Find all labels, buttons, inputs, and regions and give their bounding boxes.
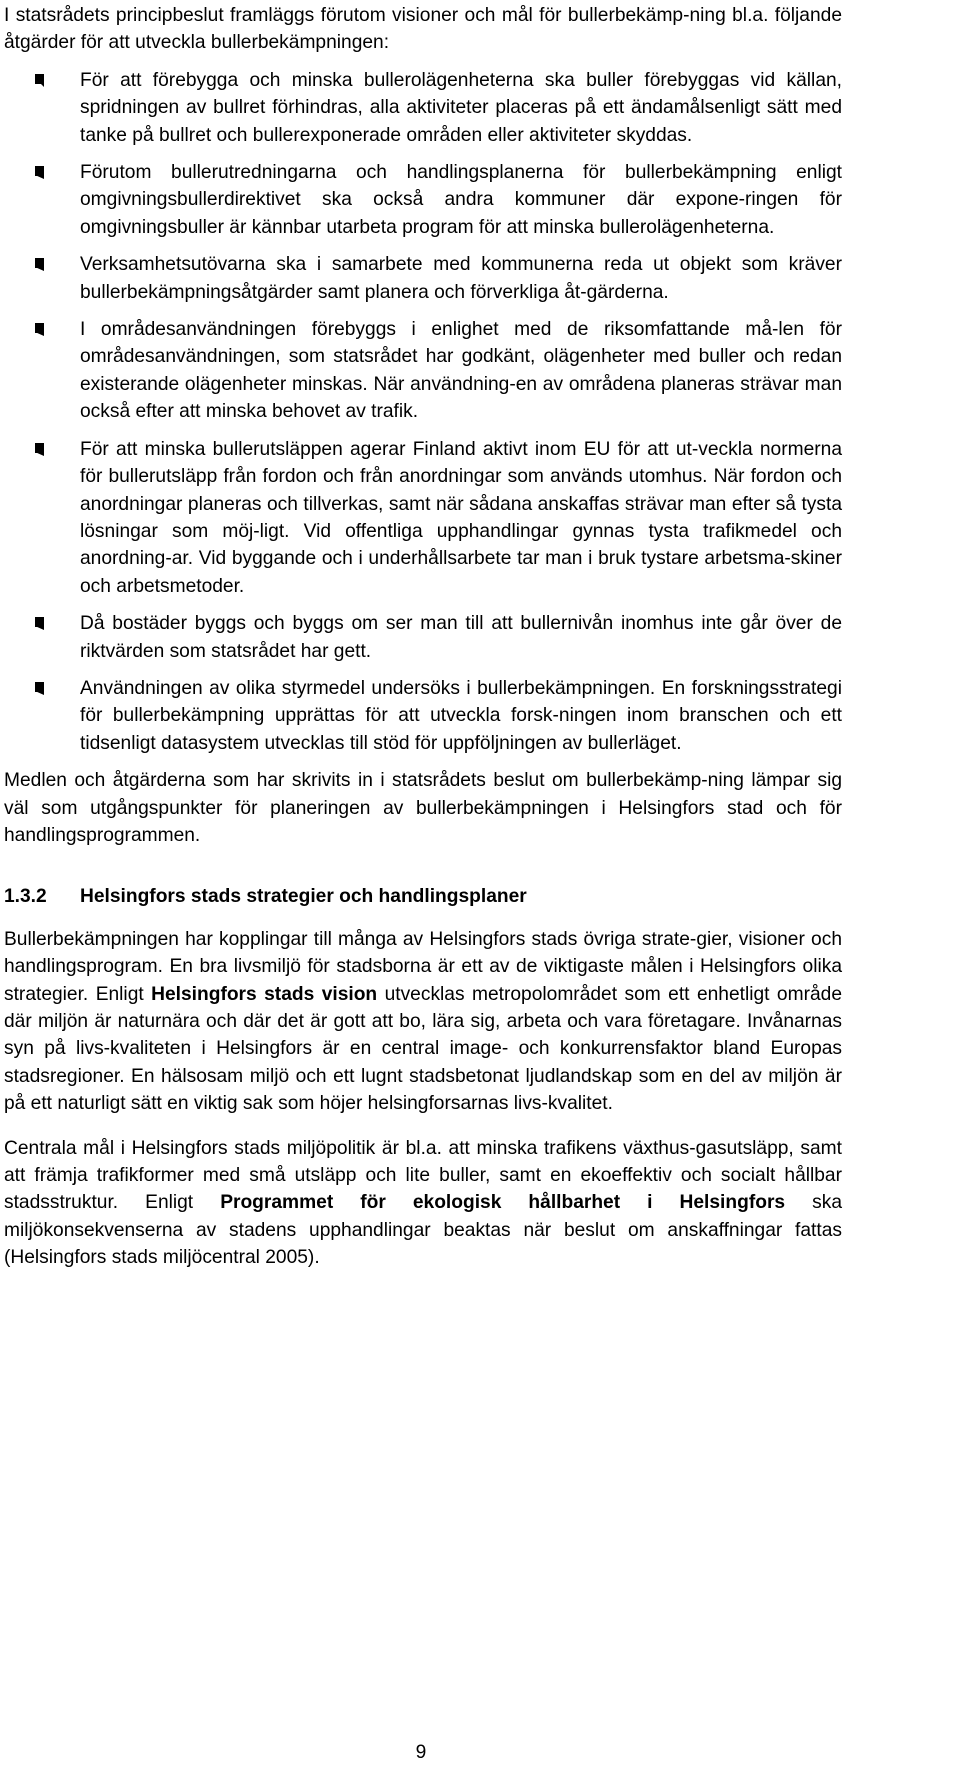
paragraph-text: ska miljökonsekvenserna av stadens upphandlingar beaktas när beslut om anskaffningar fattas (Helsingfors stads miljöcentral 2005). [4,1192,842,1269]
square-bullet-icon [34,442,46,457]
section-number: 1.3.2 [4,886,47,908]
section-title: Helsingfors stads strategier och handlingsplaner [80,886,527,908]
section-heading [4,883,842,910]
list-item-text: Verksamhetsutövarna ska i samarbete med kommunerna reda ut objekt som kräver bullerbekämpningsåtgärder samt planera och förverkliga åt-gärderna. [80,254,842,303]
square-bullet-icon [34,73,46,88]
list-item [4,159,842,241]
list-item [4,251,842,306]
list-item-text: För att minska bullerutsläppen agerar Finland aktivt inom EU för att ut-veckla normerna för bullerutsläpp från fordon och från anordningar som används utomhus. När fordon och anordningar planeras och tillverkas, samt när sådana anskaffas strävar man efter så tysta lösningar som möj-ligt. Vid offentliga upphandlingar gynnas tysta trafikmedel och anordning-ar. Vid byggande och i underhållsarbete tar man i bruk tystare arbetsma-skiner och arbetsmetoder. [80,438,842,597]
document-page [4,0,842,1272]
list-item-text: I områdesanvändningen förebyggs i enlighet med de riksomfattande må-len för områdesanvändningen, som statsrådet har godkänt, olägenheter med buller och redan existerande olägenheter minskas. När användning-en av områdena planeras strävar man också efter att minska behovet av trafik. [80,319,842,423]
environment-policy-paragraph [4,1135,842,1272]
square-bullet-icon [34,165,46,180]
list-item-text: Förutom bullerutredningarna och handlingsplanerna för bullerbekämpning enligt omgivningsbullerdirektivet ska också andra kommuner där expone-ringen för omgivningsbuller är kännbar utarbeta program för att minska bullerolägenheterna. [80,162,842,238]
list-item-text: Användningen av olika styrmedel undersöks i bullerbekämpningen. En forskningsstrategi för bullerbekämpning upprättas för att utveckla forsk-ningen inom branschen och ett tidsenligt datasystem utvecklas till stöd för uppföljningen av bullerläget. [80,677,842,754]
square-bullet-icon [34,616,46,631]
summary-paragraph: Medlen och åtgärderna som har skrivits in i statsrådets beslut om bullerbekämp-ning lämpar sig väl som utgångspunkter för planeringen av bullerbekämpningen i Helsingfors stad och för handlingsprogrammen. [4,770,842,846]
paragraph-text: utvecklas metropolområdet som ett enhetligt område där miljön är naturnära och där det är gott att bo, lära sig, arbeta och vara företagare. Invånarnas syn på livs-kvaliteten i Helsingfors är en central image- och konkurrensfaktor bland Europas stadsregioner. En hälsosam miljö och ett lugnt stadsbetonat ljudlandskap som en del av miljön är på ett naturligt sätt en viktig sak som höjer helsingforsarnas livs-kvalitet. [4,983,842,1115]
list-item-text: För att förebygga och minska bullerolägenheterna ska buller förebyggas vid källan, spridningen av bullret förhindras, alla aktiviteter placeras på ett ändamålsenligt sätt med tanke på bullret och bullerexponerade områden eller aktiviteter skyddas. [80,69,842,146]
page-number: 9 [415,1742,427,1763]
bold-term-vision: Helsingfors stads vision [151,983,378,1005]
square-bullet-icon [34,322,46,337]
paragraph-text: Centrala mål i Helsingfors stads miljöpolitik är bl.a. att minska trafikens växthus-gasutsläpp, samt att främja trafikformer med små utsläpp och lite buller, samt en ekoeffektiv och socialt hållbar stadsstruktur. Enligt [4,1137,842,1214]
list-item [4,675,842,757]
list-item-text: Då bostäder byggs och byggs om ser man till att bullernivån inomhus inte går över de riktvärden som statsrådet har gett. [80,613,842,662]
bold-term-program: Programmet för ekologisk hållbarhet i Helsingfors [220,1192,786,1214]
intro-paragraph: I statsrådets principbeslut framläggs förutom visioner och mål för bullerbekämp-ning bl.a. följande åtgärder för att utveckla bullerbekämpningen: [4,5,842,54]
list-item [4,610,842,665]
paragraph-text: Bullerbekämpningen har kopplingar till många av Helsingfors stads övriga strate-gier, visioner och handlingsprogram. En bra livsmiljö för stadsborna är ett av de viktigaste målen i Helsingfors olika strategier. Enligt [4,928,842,1005]
list-item [4,67,842,149]
square-bullet-icon [34,681,46,696]
list-item [4,316,842,426]
measures-list [4,67,842,757]
square-bullet-icon [34,257,46,272]
list-item [4,436,842,600]
strategy-paragraph [4,926,842,1118]
